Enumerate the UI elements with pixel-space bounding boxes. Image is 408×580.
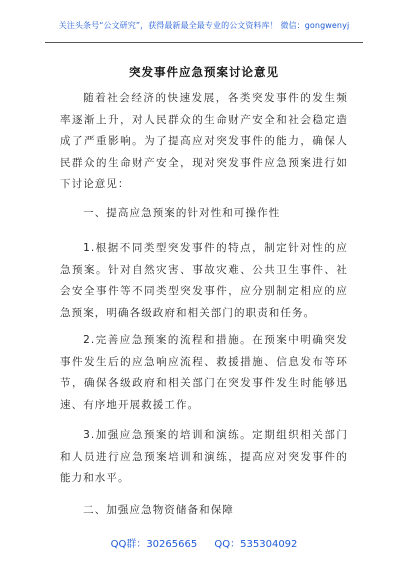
list-item-1-text: 1.根据不同类型突发事件的特点，制定针对性的应急预案。针对自然灾害、事故灾难、公共卫生事件、社会安全事件等不同类型突发事件，应分别制定相应的应急预案，明确各级政府和相关部门的职责和任务。 bbox=[60, 242, 348, 319]
intro-text: 随着社会经济的快速发展，各类突发事件的发生频率逐渐上升，对人民群众的生命财产安全和社会稳定造成了严重影响。为了提高应对突发事件的能力，确保人民群众的生命财产安全，现对突发事件应急预案进行如下讨论意见： bbox=[60, 92, 348, 190]
section-heading-2 bbox=[60, 500, 348, 522]
section-heading-1-text: 一、提高应急预案的针对性和可操作性 bbox=[83, 207, 281, 219]
header-divider bbox=[45, 42, 363, 43]
list-item-3-text: 3.加强应急预案的培训和演练。定期组织相关部门和人员进行应急预案培训和演练，提高应对突发事件的能力和水平。 bbox=[60, 429, 348, 484]
document-title: 突发事件应急预案讨论意见 bbox=[129, 65, 279, 79]
footer-qq-group: QQ群：30265665 bbox=[110, 539, 198, 550]
header-banner: 关注头条号“公文研究”，获得最新最全最专业的公文资料库！ 微信：gongwenyj bbox=[58, 21, 350, 30]
section-heading-1 bbox=[60, 203, 348, 225]
footer-qq: QQ：535304092 bbox=[214, 539, 298, 550]
list-item-2 bbox=[60, 330, 348, 416]
list-item-1 bbox=[60, 238, 348, 324]
list-item-3 bbox=[60, 425, 348, 490]
footer-contact bbox=[0, 535, 408, 550]
section-heading-2-text: 二、加强应急物资储备和保障 bbox=[83, 504, 234, 516]
list-item-2-text: 2.完善应急预案的流程和措施。在预案中明确突发事件发生后的应急响应流程、救援措施、信息发布等环节，确保各级政府和相关部门在突发事件发生时能够迅速、有序地开展救援工作。 bbox=[60, 334, 348, 411]
intro-paragraph bbox=[60, 88, 348, 196]
